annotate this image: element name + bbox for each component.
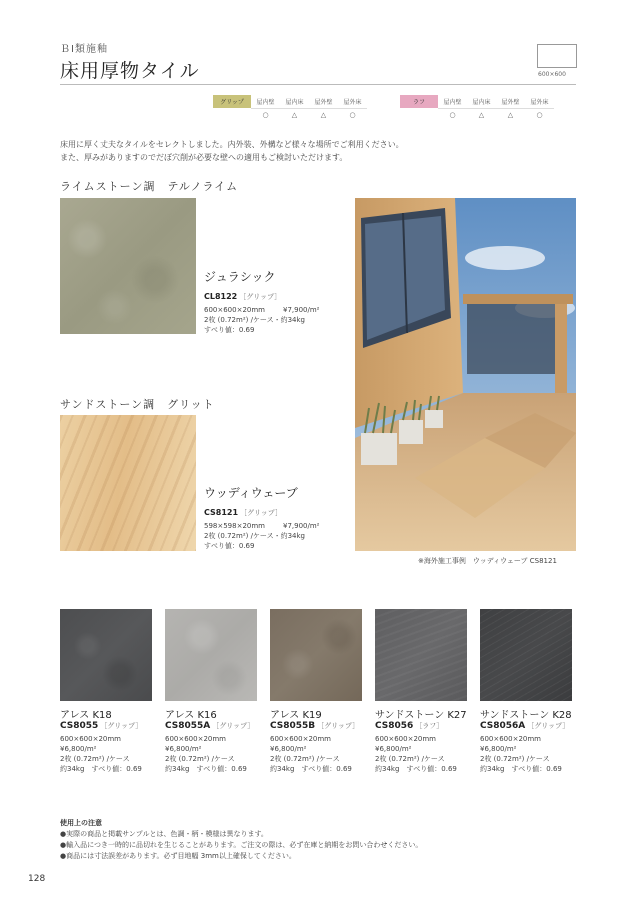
product-code-text: CS8055B — [270, 721, 316, 731]
note-item: ●輸入品につき一時的に品切れを生じることがあります。ご注文の際は、必ず在庫と納期をお問い合わせください。 — [60, 841, 423, 849]
category-label: ＢⅠ類施釉 — [60, 44, 108, 55]
legend-grip-head: 屋外壁 — [309, 95, 338, 109]
product-slip: すべり値：0.69 — [204, 326, 255, 334]
product-price: ¥7,900/m² — [283, 306, 320, 314]
swatch-ares-k16 — [165, 609, 257, 701]
page-title: 床用厚物タイル — [60, 60, 200, 82]
product-card — [165, 706, 269, 774]
intro-line: 床用に厚く丈夫なタイルをセレクトしました。内外装、外構など様々な場所でご利用ください。 — [60, 140, 404, 149]
legend-rough-mark: ○ — [449, 111, 456, 119]
legend-grip-mark: ○ — [349, 111, 356, 119]
planter — [361, 433, 397, 465]
product-price: ¥6,800/m² — [270, 745, 307, 753]
notes-list — [60, 829, 422, 862]
product-name: サンドストーン K27 — [375, 710, 467, 721]
legend-grip-mark: ○ — [262, 111, 269, 119]
glass-wall — [467, 304, 555, 374]
series-heading-limestone: ライムストーン調 テルノライム — [60, 180, 239, 193]
intro-line: また、厚みがありますのでだぼ穴削が必要な壁への適用もご検討いただけます。 — [60, 153, 348, 162]
legend-grip-chip — [213, 95, 251, 121]
product-finish: ［グリップ］ — [239, 293, 282, 301]
product-code — [375, 721, 479, 731]
product-code — [60, 721, 164, 731]
legend-rough-label: ラフ — [400, 95, 438, 108]
product-size: 600×600×20mm — [204, 306, 265, 314]
installation-photo — [355, 198, 576, 551]
product-pack: 2枚 (0.72m²) /ケース — [60, 755, 130, 763]
legend-rough-head: 屋外壁 — [496, 95, 525, 109]
product-name: ウッディウェーブ — [204, 486, 298, 500]
legend-rough-head: 屋内壁 — [438, 95, 467, 109]
product-code — [204, 508, 282, 518]
product-size: 598×598×20mm — [204, 522, 265, 530]
swatch-sandstone-k27 — [375, 609, 467, 701]
note-item: ●実際の商品と掲載サンプルとは、色調・柄・模様は異なります。 — [60, 830, 268, 838]
product-card — [60, 706, 164, 774]
product-weight-slip: 約34kg すべり値：0.69 — [480, 765, 562, 773]
product-name: アレス K19 — [270, 710, 322, 721]
note-item: ●商品には寸法誤差があります。必ず目地幅 3mm以上確保してください。 — [60, 852, 296, 860]
canopy — [463, 294, 573, 304]
product-pack: 2枚 (0.72m²) /ケース・約34kg — [204, 532, 305, 540]
legend-grip-label: グリップ — [213, 95, 251, 108]
product-spec — [204, 305, 319, 335]
product-card — [375, 706, 479, 774]
product-code-text: CS8121 — [204, 508, 239, 517]
product-code — [270, 721, 374, 731]
product-name: ジュラシック — [204, 270, 276, 284]
product-card — [270, 706, 374, 774]
product-finish: ［グリップ］ — [100, 722, 143, 730]
series-heading-sandstone: サンドストーン調 グリット — [60, 398, 215, 411]
product-pack: 2枚 (0.72m²) /ケース・約34kg — [204, 316, 305, 324]
product-price: ¥6,800/m² — [480, 745, 517, 753]
product-size: 600×600×20mm — [375, 735, 436, 743]
product-spec — [270, 734, 374, 774]
product-name: アレス K16 — [165, 710, 217, 721]
product-code-text: CL8122 — [204, 292, 238, 301]
product-spec — [165, 734, 269, 774]
legend-grip-head: 屋内壁 — [251, 95, 280, 109]
product-name: サンドストーン K28 — [480, 710, 572, 721]
product-name: アレス K18 — [60, 710, 112, 721]
product-spec — [204, 521, 319, 551]
intro-text — [60, 138, 404, 164]
product-size: 600×600×20mm — [165, 735, 226, 743]
planter — [399, 420, 423, 444]
page-number: 128 — [28, 874, 46, 884]
swatch-jurassic — [60, 198, 196, 334]
product-spec — [480, 734, 584, 774]
product-spec — [60, 734, 164, 774]
product-price: ¥6,800/m² — [165, 745, 202, 753]
product-finish: ［ラフ］ — [415, 722, 444, 730]
legend-grip-head: 屋外床 — [338, 95, 367, 109]
product-finish: ［グリップ］ — [240, 509, 282, 517]
legend-grip-mark: △ — [291, 111, 298, 119]
legend-rough-head: 屋内床 — [467, 95, 496, 109]
product-price: ¥7,900/m² — [283, 522, 320, 530]
column — [555, 304, 567, 404]
legend-grip-mark: △ — [320, 111, 327, 119]
product-code — [204, 292, 281, 302]
product-size: 600×600×20mm — [270, 735, 331, 743]
legend-rough — [400, 95, 554, 121]
product-code-text: CS8056A — [480, 721, 526, 731]
legend-rough-mark: △ — [478, 111, 485, 119]
swatch-ares-k18 — [60, 609, 152, 701]
terrace-illustration — [355, 198, 576, 551]
product-code-text: CS8056 — [375, 721, 414, 731]
swatch-woody-wave — [60, 415, 196, 551]
product-finish: ［グリップ］ — [527, 722, 570, 730]
notes-title: 使用上の注意 — [60, 819, 102, 827]
legend-grip-head: 屋内床 — [280, 95, 309, 109]
product-weight-slip: 約34kg すべり値：0.69 — [270, 765, 352, 773]
size-box-icon — [537, 44, 577, 68]
product-price: ¥6,800/m² — [60, 745, 97, 753]
product-code-text: CS8055 — [60, 721, 99, 731]
product-code — [165, 721, 269, 731]
product-weight-slip: 約34kg すべり値：0.69 — [375, 765, 457, 773]
product-size: 600×600×20mm — [60, 735, 121, 743]
cloud — [465, 246, 545, 270]
photo-caption: ※海外施工事例 ウッディウェーブ CS8121 — [418, 557, 557, 565]
legend-rough-head: 屋外床 — [525, 95, 554, 109]
product-pack: 2枚 (0.72m²) /ケース — [375, 755, 445, 763]
product-weight-slip: 約34kg すべり値：0.69 — [165, 765, 247, 773]
product-size: 600×600×20mm — [480, 735, 541, 743]
product-code — [480, 721, 584, 731]
planter — [425, 410, 443, 428]
size-label: 600×600 — [538, 71, 566, 78]
product-weight-slip: 約34kg すべり値：0.69 — [60, 765, 142, 773]
header-divider — [60, 84, 576, 85]
product-pack: 2枚 (0.72m²) /ケース — [270, 755, 340, 763]
product-card — [480, 706, 584, 774]
legend-rough-mark: ○ — [536, 111, 543, 119]
product-price: ¥6,800/m² — [375, 745, 412, 753]
legend-grip — [213, 95, 367, 121]
product-finish: ［グリップ］ — [212, 722, 255, 730]
product-finish: ［グリップ］ — [317, 722, 360, 730]
swatch-ares-k19 — [270, 609, 362, 701]
legend-rough-mark: △ — [507, 111, 514, 119]
swatch-sandstone-k28 — [480, 609, 572, 701]
legend-rough-chip — [400, 95, 438, 121]
product-slip: すべり値：0.69 — [204, 542, 255, 550]
product-code-text: CS8055A — [165, 721, 211, 731]
product-spec — [375, 734, 479, 774]
product-pack: 2枚 (0.72m²) /ケース — [480, 755, 550, 763]
product-pack: 2枚 (0.72m²) /ケース — [165, 755, 235, 763]
